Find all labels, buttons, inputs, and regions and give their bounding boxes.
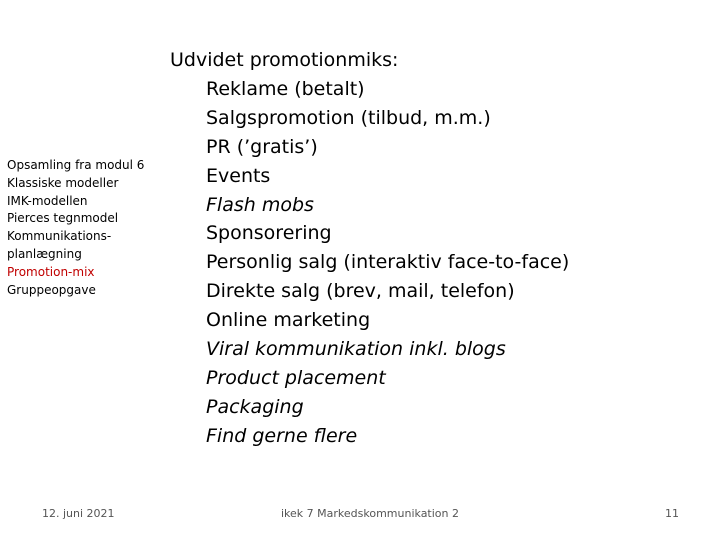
- sidebar-item-opsamling: Opsamling fra modul 6: [7, 158, 145, 172]
- list-item-online-marketing: Online marketing: [206, 309, 371, 332]
- list-item-packaging: Packaging: [206, 395, 304, 418]
- list-item-viral-kommunikation: Viral kommunikation inkl. blogs: [206, 338, 506, 361]
- list-item-find-gerne-flere: Find gerne flere: [206, 424, 358, 447]
- sidebar-item-klassiske-modeller: Klassiske modeller: [7, 175, 119, 190]
- sidebar-item-gruppeopgave: Gruppeopgave: [7, 282, 96, 297]
- promotion-list: [170, 75, 710, 451]
- footer-page-number: 11: [665, 507, 679, 520]
- slide-content: [170, 46, 710, 451]
- list-item-sponsorering: Sponsorering: [206, 222, 332, 245]
- list-item-reklame: Reklame (betalt): [206, 77, 365, 100]
- footer-date: 12. juni 2021: [42, 507, 115, 520]
- footer-title: ikek 7 Markedskommunikation 2: [281, 507, 459, 520]
- list-item-pr: PR (’gratis’): [206, 135, 318, 158]
- list-item-salgspromotion: Salgspromotion (tilbud, m.m.): [206, 106, 491, 129]
- sidebar-nav: [7, 157, 167, 299]
- sidebar-item-pierces-tegnmodel: Pierces tegnmodel: [7, 211, 119, 226]
- sidebar-item-imk-modellen: IMK-modellen: [7, 193, 88, 208]
- list-item-product-placement: Product placement: [206, 366, 386, 389]
- list-item-direkte-salg: Direkte salg (brev, mail, telefon): [206, 280, 515, 303]
- sidebar-item-kommunikations: Kommunikations-: [7, 229, 112, 244]
- list-item-events: Events: [206, 164, 271, 187]
- list-item-flash-mobs: Flash mobs: [206, 193, 314, 216]
- sidebar-item-promotion-mix: Promotion-mix: [7, 264, 95, 279]
- list-item-personlig-salg: Personlig salg (interaktiv face-to-face): [206, 251, 570, 274]
- content-heading: Udvidet promotionmiks:: [170, 49, 399, 71]
- sidebar-item-planlaegning: planlægning: [7, 246, 82, 261]
